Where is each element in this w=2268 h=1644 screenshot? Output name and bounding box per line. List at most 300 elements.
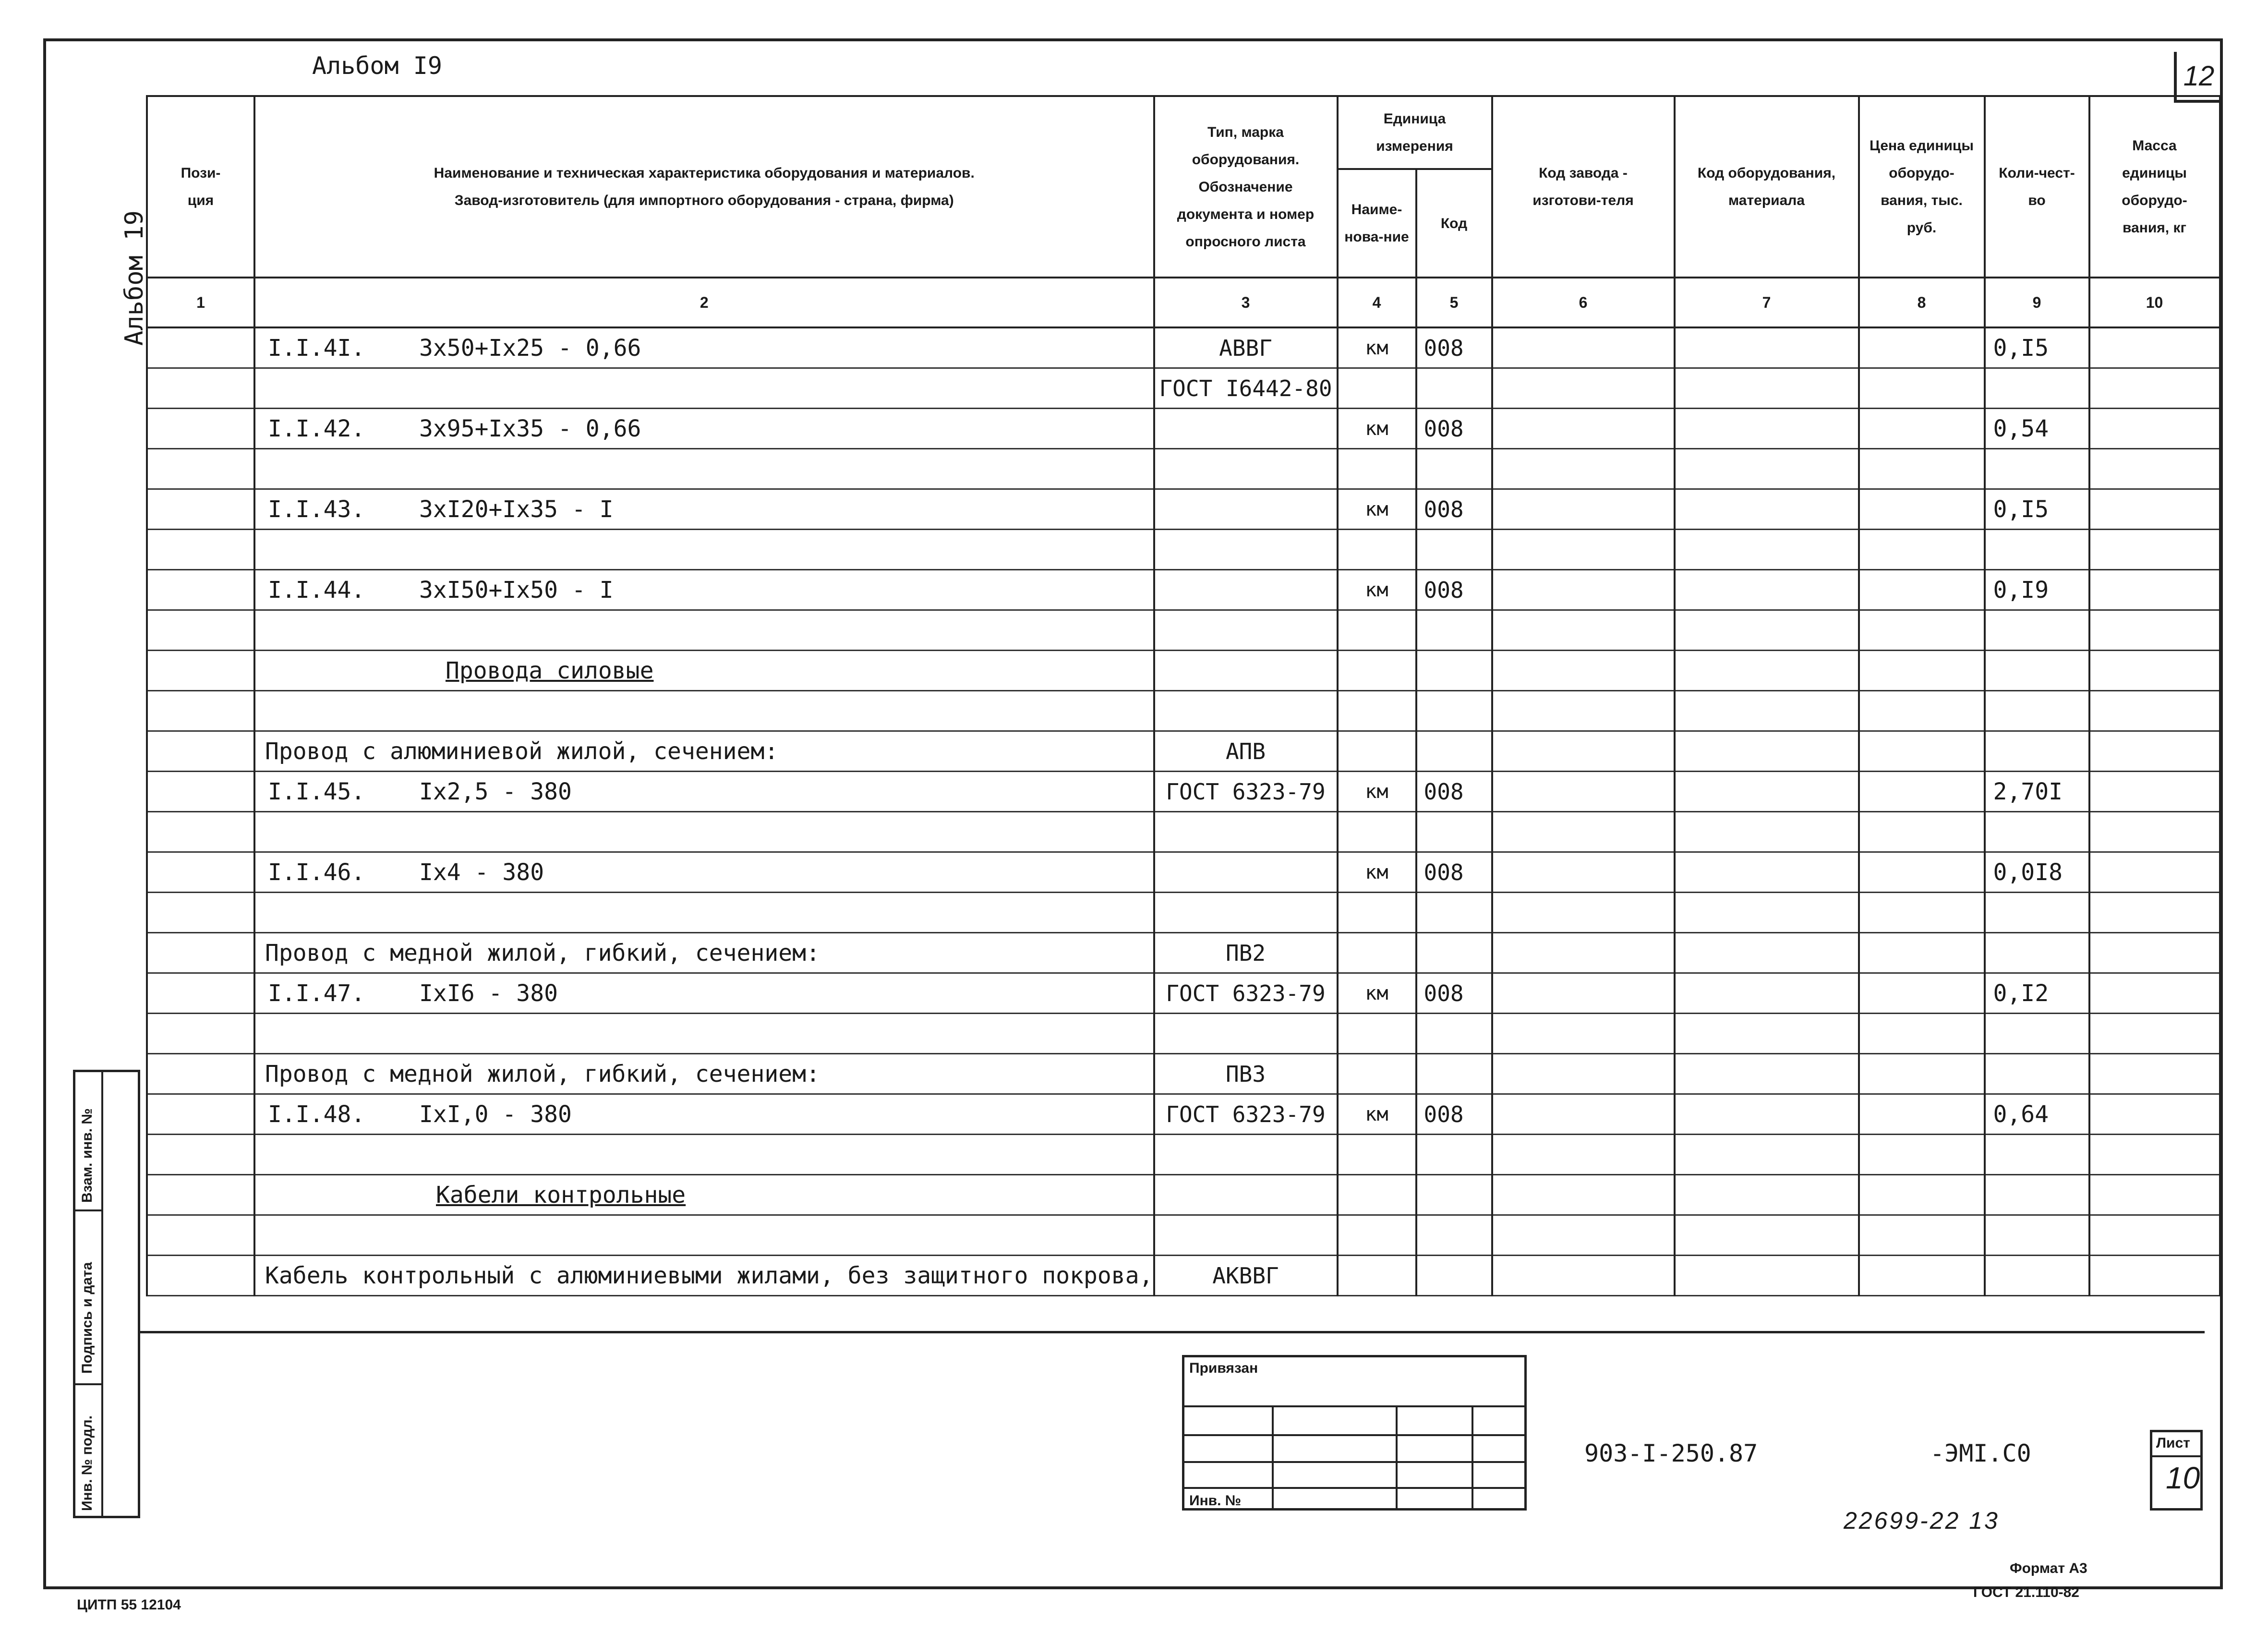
empty-cell [1985, 1175, 2089, 1215]
quantity-cell [1985, 1135, 2089, 1175]
table-row [147, 327, 2220, 368]
price-cell [1859, 852, 1985, 893]
unit-code-cell: 008 [1416, 973, 1492, 1014]
table-row [147, 1215, 2220, 1256]
empty-cell [1859, 1256, 1985, 1296]
factory-code-cell [1492, 327, 1675, 368]
quantity-cell: 0,0I8 [1985, 852, 2089, 893]
description-cell [254, 893, 1154, 933]
material-code-cell [1675, 691, 1859, 731]
price-cell [1859, 1135, 1985, 1175]
stamp-cell-podpis [75, 1211, 101, 1385]
position-cell [147, 812, 254, 852]
item-position: I.I.44. [268, 576, 365, 604]
col-number: 9 [1985, 278, 2089, 327]
document-code: 903-I-250.87 [1584, 1439, 1758, 1467]
unit-name-cell [1338, 1014, 1416, 1054]
position-cell [147, 1054, 254, 1094]
factory-code-cell [1492, 893, 1675, 933]
header-unit-name: Наиме-нова-ние [1338, 169, 1416, 278]
unit-code-cell [1416, 691, 1492, 731]
section-heading-cell [254, 651, 1154, 691]
header-description-line1: Наименование и техническая характеристика оборудования и материалов. [434, 165, 975, 181]
table-body [147, 327, 2220, 1296]
mass-cell [2089, 1215, 2220, 1256]
material-code-cell [1675, 973, 1859, 1014]
unit-code-cell [1416, 368, 1492, 409]
factory-code-cell [1492, 1094, 1675, 1135]
quantity-cell: 0,64 [1985, 1094, 2089, 1135]
position-cell [147, 772, 254, 812]
quantity-cell: 2,70I [1985, 772, 2089, 812]
material-code-cell [1675, 530, 1859, 570]
unit-code-cell [1416, 530, 1492, 570]
price-cell [1859, 530, 1985, 570]
position-cell [147, 327, 254, 368]
table-row [147, 1014, 2220, 1054]
stamp-cell-vzam [75, 1072, 101, 1211]
mass-cell [2089, 772, 2220, 812]
position-cell [147, 449, 254, 489]
type-cell [1154, 1014, 1338, 1054]
price-cell [1859, 570, 1985, 610]
factory-code-cell [1492, 449, 1675, 489]
col-number: 7 [1675, 278, 1859, 327]
position-cell [147, 651, 254, 691]
quantity-cell [1985, 530, 2089, 570]
description-cell [254, 1094, 1154, 1135]
factory-code-cell [1492, 852, 1675, 893]
type-cell [1154, 409, 1338, 449]
price-cell [1859, 610, 1985, 651]
unit-name-cell: км [1338, 327, 1416, 368]
description-cell [254, 973, 1154, 1014]
publisher-code: ЦИТП 55 12104 [77, 1597, 181, 1613]
unit-name-cell: км [1338, 489, 1416, 530]
description-cell [254, 368, 1154, 409]
mass-cell [2089, 327, 2220, 368]
description-cell [254, 691, 1154, 731]
factory-code-cell [1492, 489, 1675, 530]
quantity-cell [1985, 893, 2089, 933]
header-position: Пози- ция [147, 96, 254, 278]
unit-name-cell: км [1338, 852, 1416, 893]
position-cell [147, 973, 254, 1014]
position-cell [147, 368, 254, 409]
item-position: I.I.46. [268, 858, 365, 886]
description-cell [254, 812, 1154, 852]
item-position: I.I.4I. [268, 334, 365, 362]
mass-cell [2089, 893, 2220, 933]
unit-name-cell: км [1338, 570, 1416, 610]
stamp-vzam-label: Взам. инв. № [79, 1108, 95, 1203]
col-number: 4 [1338, 278, 1416, 327]
price-cell [1859, 1215, 1985, 1256]
price-cell [1859, 409, 1985, 449]
quantity-cell [1985, 368, 2089, 409]
empty-cell [1416, 731, 1492, 772]
empty-cell [2089, 1256, 2220, 1296]
table-row [147, 1054, 2220, 1094]
table-row [147, 530, 2220, 570]
table-header [147, 96, 2220, 327]
price-cell [1859, 973, 1985, 1014]
side-stamp [73, 1070, 140, 1518]
empty-cell [1675, 1256, 1859, 1296]
position-cell [147, 691, 254, 731]
table-row [147, 651, 2220, 691]
material-code-cell [1675, 409, 1859, 449]
mass-cell [2089, 530, 2220, 570]
unit-code-cell [1416, 893, 1492, 933]
unit-name-cell [1338, 530, 1416, 570]
mass-cell [2089, 409, 2220, 449]
type-cell [1154, 610, 1338, 651]
factory-code-cell [1492, 1014, 1675, 1054]
sheet-label: Лист [2156, 1435, 2190, 1451]
position-cell [147, 933, 254, 973]
position-cell [147, 1014, 254, 1054]
sheet-number: 10 [2166, 1461, 2200, 1495]
table-row [147, 973, 2220, 1014]
group-description-cell: Провод с медной жилой, гибкий, сечением: [254, 933, 1154, 973]
type-cell: ПВ2 [1154, 933, 1338, 973]
price-cell [1859, 1094, 1985, 1135]
factory-code-cell [1492, 812, 1675, 852]
empty-cell [1675, 1175, 1859, 1215]
group-description-cell: Провод с алюминиевой жилой, сечением: [254, 731, 1154, 772]
description-cell [254, 489, 1154, 530]
type-cell: ПВ3 [1154, 1054, 1338, 1094]
empty-cell [1338, 1054, 1416, 1094]
quantity-cell: 0,54 [1985, 409, 2089, 449]
empty-cell [1338, 933, 1416, 973]
table-row [147, 449, 2220, 489]
item-description: 3x50+Ix25 - 0,66 [419, 334, 641, 362]
section-heading: Провода силовые [446, 657, 654, 684]
type-cell: ГОСТ 6323-79 [1154, 772, 1338, 812]
corner-sheet-number: 12 [2174, 52, 2221, 103]
column-numbers-row [147, 278, 2220, 327]
col-number: 2 [254, 278, 1154, 327]
empty-cell [1985, 933, 2089, 973]
material-code-cell [1675, 570, 1859, 610]
material-code-cell [1675, 1014, 1859, 1054]
header-factory-code: Код завода - изготови-теля [1492, 96, 1675, 278]
empty-cell [1985, 1054, 2089, 1094]
table-row [147, 1094, 2220, 1135]
unit-code-cell [1416, 1135, 1492, 1175]
item-description: Ix2,5 - 380 [419, 778, 572, 805]
mass-cell [2089, 1014, 2220, 1054]
material-code-cell [1675, 368, 1859, 409]
type-cell [1154, 812, 1338, 852]
description-cell [254, 409, 1154, 449]
unit-name-cell [1338, 449, 1416, 489]
header-price: Цена единицы оборудо-вания, тыс. руб. [1859, 96, 1985, 278]
header-type: Тип, марка оборудования. Обозначение документа и номер опросного листа [1154, 96, 1338, 278]
unit-code-cell: 008 [1416, 772, 1492, 812]
empty-cell [1859, 651, 1985, 691]
empty-cell [1154, 651, 1338, 691]
empty-cell [1675, 1054, 1859, 1094]
binding-box [1182, 1355, 1527, 1511]
factory-code-cell [1492, 530, 1675, 570]
position-cell [147, 570, 254, 610]
factory-code-cell [1492, 1215, 1675, 1256]
position-cell [147, 1256, 254, 1296]
empty-cell [1675, 933, 1859, 973]
gost-label: ГОСТ 21.110-82 [1973, 1584, 2079, 1600]
sheet-separator [2152, 1455, 2200, 1457]
type-cell: ГОСТ 6323-79 [1154, 973, 1338, 1014]
table-row [147, 570, 2220, 610]
description-cell [254, 327, 1154, 368]
header-unit-code: Код [1416, 169, 1492, 278]
empty-cell [1154, 1175, 1338, 1215]
price-cell [1859, 489, 1985, 530]
unit-code-cell: 008 [1416, 570, 1492, 610]
empty-cell [1416, 651, 1492, 691]
registration-number: 22699-22 13 [1844, 1507, 2000, 1534]
table-row [147, 1256, 2220, 1296]
factory-code-cell [1492, 691, 1675, 731]
header-description-line2: Завод-изготовитель (для импортного оборудования - страна, фирма) [454, 193, 954, 208]
description-cell [254, 570, 1154, 610]
table-row [147, 1175, 2220, 1215]
table-row [147, 368, 2220, 409]
type-cell: АПВ [1154, 731, 1338, 772]
table-row [147, 489, 2220, 530]
title-block-line [140, 1331, 2205, 1333]
quantity-cell [1985, 1014, 2089, 1054]
quantity-cell: 0,I2 [1985, 973, 2089, 1014]
item-position: I.I.47. [268, 979, 365, 1007]
mass-cell [2089, 368, 2220, 409]
col-number: 1 [147, 278, 254, 327]
stamp-cell-inv [75, 1385, 101, 1516]
stamp-podpis-label: Подпись и дата [79, 1262, 95, 1374]
col-number: 3 [1154, 278, 1338, 327]
empty-cell [1492, 1256, 1675, 1296]
unit-name-cell: км [1338, 1094, 1416, 1135]
factory-code-cell [1492, 772, 1675, 812]
empty-cell [1985, 1256, 2089, 1296]
factory-code-cell [1492, 973, 1675, 1014]
position-cell [147, 1175, 254, 1215]
type-cell [1154, 489, 1338, 530]
table-row [147, 610, 2220, 651]
empty-cell [1859, 1175, 1985, 1215]
position-cell [147, 409, 254, 449]
binding-label: Привязан [1189, 1360, 1258, 1376]
unit-name-cell [1338, 1215, 1416, 1256]
table-row [147, 812, 2220, 852]
item-description: IxI6 - 380 [419, 979, 558, 1007]
unit-code-cell: 008 [1416, 852, 1492, 893]
type-cell [1154, 530, 1338, 570]
col-number: 10 [2089, 278, 2220, 327]
description-cell [254, 610, 1154, 651]
unit-code-cell: 008 [1416, 1094, 1492, 1135]
unit-code-cell [1416, 610, 1492, 651]
header-description [254, 96, 1154, 278]
type-cell [1154, 449, 1338, 489]
empty-cell [2089, 933, 2220, 973]
empty-cell [1985, 651, 2089, 691]
material-code-cell [1675, 852, 1859, 893]
material-code-cell [1675, 449, 1859, 489]
item-position: I.I.45. [268, 778, 365, 805]
price-cell [1859, 327, 1985, 368]
empty-cell [2089, 1054, 2220, 1094]
price-cell [1859, 449, 1985, 489]
quantity-cell: 0,I5 [1985, 489, 2089, 530]
empty-cell [1675, 731, 1859, 772]
type-cell: АКВВГ [1154, 1256, 1338, 1296]
specification-table [146, 95, 2221, 1296]
material-code-cell [1675, 1135, 1859, 1175]
header-mass: Масса единицы оборудо-вания, кг [2089, 96, 2220, 278]
price-cell [1859, 812, 1985, 852]
table-row [147, 893, 2220, 933]
mass-cell [2089, 570, 2220, 610]
empty-cell [1492, 731, 1675, 772]
position-cell [147, 1215, 254, 1256]
description-cell [254, 1135, 1154, 1175]
item-description: 3xI50+Ix50 - I [419, 576, 614, 604]
description-cell [254, 449, 1154, 489]
stamp-inv-label: Инв. № подл. [79, 1415, 95, 1511]
col-number: 6 [1492, 278, 1675, 327]
section-heading-cell [254, 1175, 1154, 1215]
mass-cell [2089, 973, 2220, 1014]
table-row [147, 1135, 2220, 1175]
quantity-cell: 0,I9 [1985, 570, 2089, 610]
factory-code-cell [1492, 1135, 1675, 1175]
position-cell [147, 852, 254, 893]
position-cell [147, 1094, 254, 1135]
empty-cell [1416, 1256, 1492, 1296]
unit-name-cell [1338, 691, 1416, 731]
item-position: I.I.48. [268, 1100, 365, 1128]
item-position: I.I.43. [268, 496, 365, 523]
price-cell [1859, 691, 1985, 731]
unit-name-cell [1338, 368, 1416, 409]
position-cell [147, 1135, 254, 1175]
table-row [147, 772, 2220, 812]
quantity-cell [1985, 691, 2089, 731]
mass-cell [2089, 449, 2220, 489]
unit-code-cell: 008 [1416, 489, 1492, 530]
header-unit: Единица измерения [1338, 96, 1492, 169]
empty-cell [1985, 731, 2089, 772]
binding-rule [1472, 1405, 1473, 1509]
quantity-cell: 0,I5 [1985, 327, 2089, 368]
empty-cell [1492, 1175, 1675, 1215]
price-cell [1859, 893, 1985, 933]
mass-cell [2089, 1094, 2220, 1135]
mass-cell [2089, 1135, 2220, 1175]
unit-name-cell: км [1338, 973, 1416, 1014]
empty-cell [1859, 1054, 1985, 1094]
type-cell [1154, 852, 1338, 893]
type-cell [1154, 1215, 1338, 1256]
description-cell [254, 1014, 1154, 1054]
empty-cell [1859, 731, 1985, 772]
group-description-cell: Кабель контрольный с алюминиевыми жилами, без защитного покрова, [254, 1256, 1154, 1296]
factory-code-cell [1492, 610, 1675, 651]
unit-code-cell [1416, 812, 1492, 852]
table-row [147, 852, 2220, 893]
mass-cell [2089, 812, 2220, 852]
mass-cell [2089, 489, 2220, 530]
description-cell [254, 852, 1154, 893]
empty-cell [2089, 731, 2220, 772]
position-cell [147, 530, 254, 570]
price-cell [1859, 772, 1985, 812]
stamp-divider [101, 1072, 103, 1516]
empty-cell [1416, 1175, 1492, 1215]
material-code-cell [1675, 610, 1859, 651]
empty-cell [1338, 731, 1416, 772]
empty-cell [1338, 1175, 1416, 1215]
unit-name-cell: км [1338, 409, 1416, 449]
position-cell [147, 731, 254, 772]
empty-cell [1416, 933, 1492, 973]
item-description: IxI,0 - 380 [419, 1100, 572, 1128]
quantity-cell [1985, 610, 2089, 651]
price-cell [1859, 1014, 1985, 1054]
unit-code-cell [1416, 449, 1492, 489]
inventory-label: Инв. № [1189, 1493, 1242, 1509]
material-code-cell [1675, 893, 1859, 933]
document-suffix: -ЭМI.С0 [1930, 1439, 2031, 1467]
type-cell: ГОСТ 6323-79 [1154, 1094, 1338, 1135]
unit-name-cell: км [1338, 772, 1416, 812]
format-label: Формат А3 [2010, 1560, 2087, 1576]
material-code-cell [1675, 772, 1859, 812]
table-row [147, 933, 2220, 973]
item-description: Ix4 - 380 [419, 858, 544, 886]
table-row [147, 409, 2220, 449]
material-code-cell [1675, 1215, 1859, 1256]
header-quantity: Коли-чест-во [1985, 96, 2089, 278]
unit-name-cell [1338, 893, 1416, 933]
album-title: Альбом I9 [312, 52, 442, 80]
description-cell [254, 772, 1154, 812]
type-cell: АВВГ [1154, 327, 1338, 368]
description-cell [254, 1215, 1154, 1256]
type-cell [1154, 691, 1338, 731]
type-cell: ГОСТ I6442-80 [1154, 368, 1338, 409]
empty-cell [2089, 1175, 2220, 1215]
position-cell [147, 893, 254, 933]
unit-code-cell [1416, 1215, 1492, 1256]
empty-cell [1492, 933, 1675, 973]
type-cell [1154, 570, 1338, 610]
empty-cell [1492, 651, 1675, 691]
table-row [147, 691, 2220, 731]
quantity-cell [1985, 1215, 2089, 1256]
binding-rule [1272, 1405, 1274, 1509]
binding-rule [1396, 1405, 1398, 1509]
section-heading: Кабели контрольные [436, 1181, 686, 1209]
album-side-label: Альбом 19 [120, 210, 149, 346]
factory-code-cell [1492, 570, 1675, 610]
description-cell [254, 530, 1154, 570]
unit-name-cell [1338, 610, 1416, 651]
